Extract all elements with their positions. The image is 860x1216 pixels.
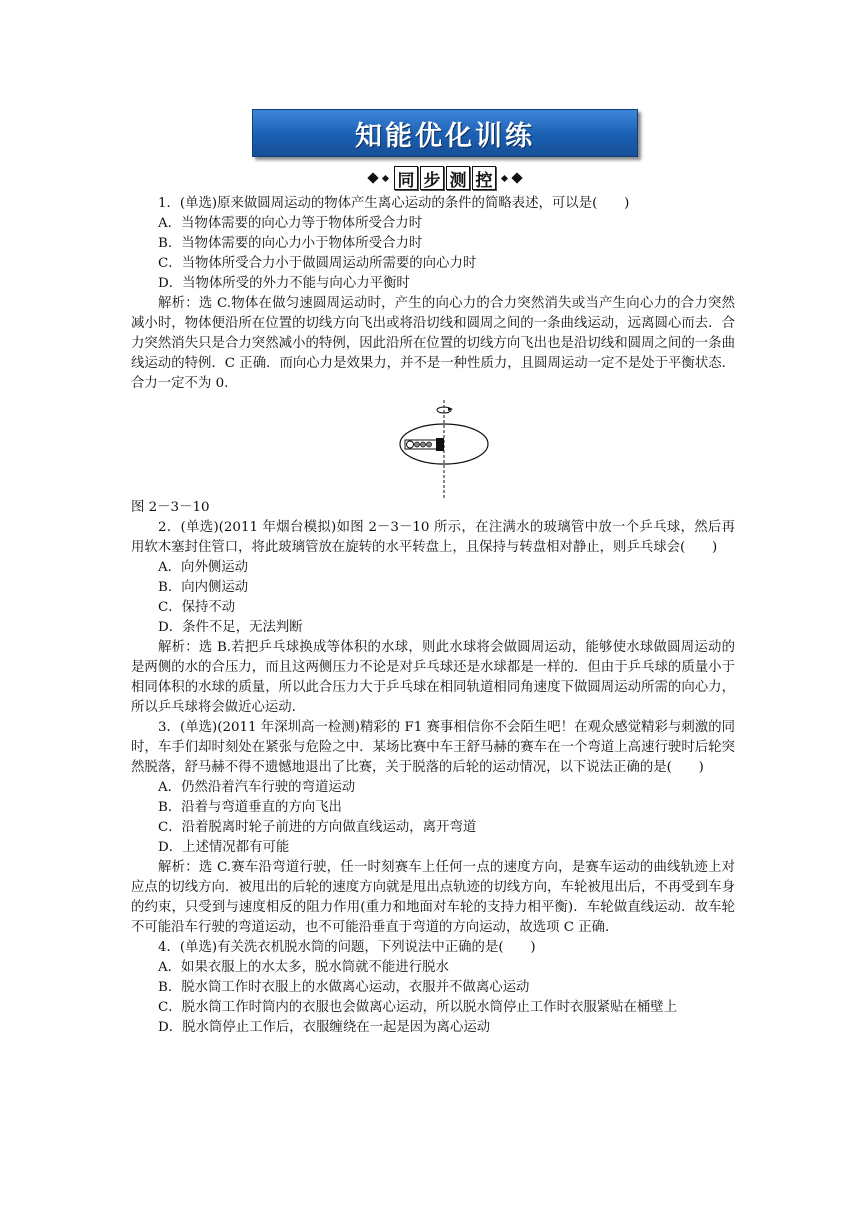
diamond-icon bbox=[367, 172, 378, 183]
question-3-analysis: 解析：选 C.赛车沿弯道行驶，任一时刻赛车上任何一点的速度方向，是赛车运动的曲线轨迹上对应点的切线方向．被甩出的后轮的速度方向就是甩出点轨迹的切线方向，车轮被甩出后，不再受到车身的约束，只受到与速度相反的阻力作用(重力和地面对车轮的支持力相平衡)．车轮做直线运动．故车轮不可能沿车行驶的弯道运动，也不可能沿垂直于弯道的方向运动，故选项 C 正确． bbox=[131, 860, 735, 935]
banner-title: 知能优化训练 bbox=[355, 120, 535, 152]
question-3-stem: 3．(单选)(2011 年深圳高一检测)精彩的 F1 赛事相信你不会陌生吧！在观众感觉精彩与刺激的同时，车手们却时刻处在紧张与危险之中．某场比赛中车王舒马赫的赛车在一个弯道上高速行驶时后轮突然脱落，舒马赫不得不遗憾地退出了比赛，关于脱落的后轮的运动情况，以下说法正确的是( ) bbox=[131, 720, 735, 775]
question-1-analysis: 解析：选 C.物体在做匀速圆周运动时，产生的向心力的合力突然消失或当产生向心力的合力突然减小时，物体便沿所在位置的切线方向飞出或将沿切线和圆周之间的一条曲线运动，远离圆心而去．合力突然消失只是合力突然减小的特例，因此沿所在位置的切线方向飞出也是沿切线和圆周之间的一条曲线运动的特例．C 正确．而向心力是效果力，并不是一种性质力，且圆周运动一定不是处于平衡状态．合力一定不为 0. bbox=[131, 296, 735, 391]
subheading-char: 同 bbox=[394, 166, 418, 190]
question-2-stem: 2．(单选)(2011 年烟台模拟)如图 2－3－10 所示，在注满水的玻璃管中放一个乒乓球，然后再用软木塞封住管口，将此玻璃管放在旋转的水平转盘上，且保持与转盘相对静止，则乒乓球会( ) bbox=[131, 520, 735, 555]
question-4-option-b: B．脱水筒工作时衣服上的水做离心运动，衣服并不做离心运动 bbox=[158, 980, 530, 995]
question-2-option-a: A．向外侧运动 bbox=[158, 560, 249, 575]
figure-caption: 图 2－3－10 bbox=[131, 500, 210, 515]
question-4-option-c: C．脱水筒工作时筒内的衣服也会做离心运动，所以脱水筒停止工作时衣服紧贴在桶壁上 bbox=[158, 1000, 678, 1015]
question-3-option-a: A．仍然沿着汽车行驶的弯道运动 bbox=[158, 780, 356, 795]
question-1-option-d: D．当物体所受的外力不能与向心力平衡时 bbox=[158, 276, 410, 291]
question-2-analysis: 解析：选 B.若把乒乓球换成等体积的水球，则此水球将会做圆周运动，能够使水球做圆周运动的是两侧的水的合压力，而且这两侧压力不论是对乒乓球还是水球都是一样的．但由于乒乓球的质量小于相同体积的水球的质量，所以此合压力大于乒乓球在相同轨道相同角速度下做圆周运动所需的向心力，所以乒乓球将会做近心运动． bbox=[131, 640, 735, 715]
question-1-stem: 1．(单选)原来做圆周运动的物体产生离心运动的条件的简略表述，可以是( ) bbox=[158, 196, 630, 211]
turntable-diagram bbox=[396, 400, 492, 498]
subheading-word bbox=[394, 166, 496, 190]
subheading-char: 控 bbox=[472, 166, 496, 190]
question-content bbox=[131, 194, 735, 1038]
diamond-icon bbox=[501, 174, 508, 181]
question-4-option-d: D．脱水筒停止工作后，衣服缠绕在一起是因为离心运动 bbox=[158, 1020, 491, 1035]
subheading-char: 测 bbox=[446, 166, 470, 190]
diamond-icon bbox=[511, 172, 522, 183]
question-2-option-d: D．条件不足，无法判断 bbox=[158, 620, 303, 635]
question-3-option-c: C．沿着脱离时轮子前进的方向做直线运动，离开弯道 bbox=[158, 820, 477, 835]
subheading-char: 步 bbox=[420, 166, 444, 190]
question-3-option-d: D．上述情况都有可能 bbox=[158, 840, 290, 855]
section-banner bbox=[252, 109, 638, 157]
question-3-option-b: B．沿着与弯道垂直的方向飞出 bbox=[158, 800, 342, 815]
question-2-option-c: C．保持不动 bbox=[158, 600, 236, 615]
question-4-stem: 4．(单选)有关洗衣机脱水筒的问题，下列说法中正确的是( ) bbox=[158, 940, 536, 955]
question-4-option-a: A．如果衣服上的水太多，脱水筒就不能进行脱水 bbox=[158, 960, 449, 975]
question-1-option-a: A．当物体需要的向心力等于物体所受合力时 bbox=[158, 216, 423, 231]
figure-turntable bbox=[131, 400, 735, 498]
question-1-option-b: B．当物体需要的向心力小于物体所受合力时 bbox=[158, 236, 423, 251]
question-2-option-b: B．向内侧运动 bbox=[158, 580, 249, 595]
section-subheading bbox=[345, 165, 545, 191]
diamond-icon bbox=[382, 174, 389, 181]
question-1-option-c: C．当物体所受合力小于做圆周运动所需要的向心力时 bbox=[158, 256, 477, 271]
